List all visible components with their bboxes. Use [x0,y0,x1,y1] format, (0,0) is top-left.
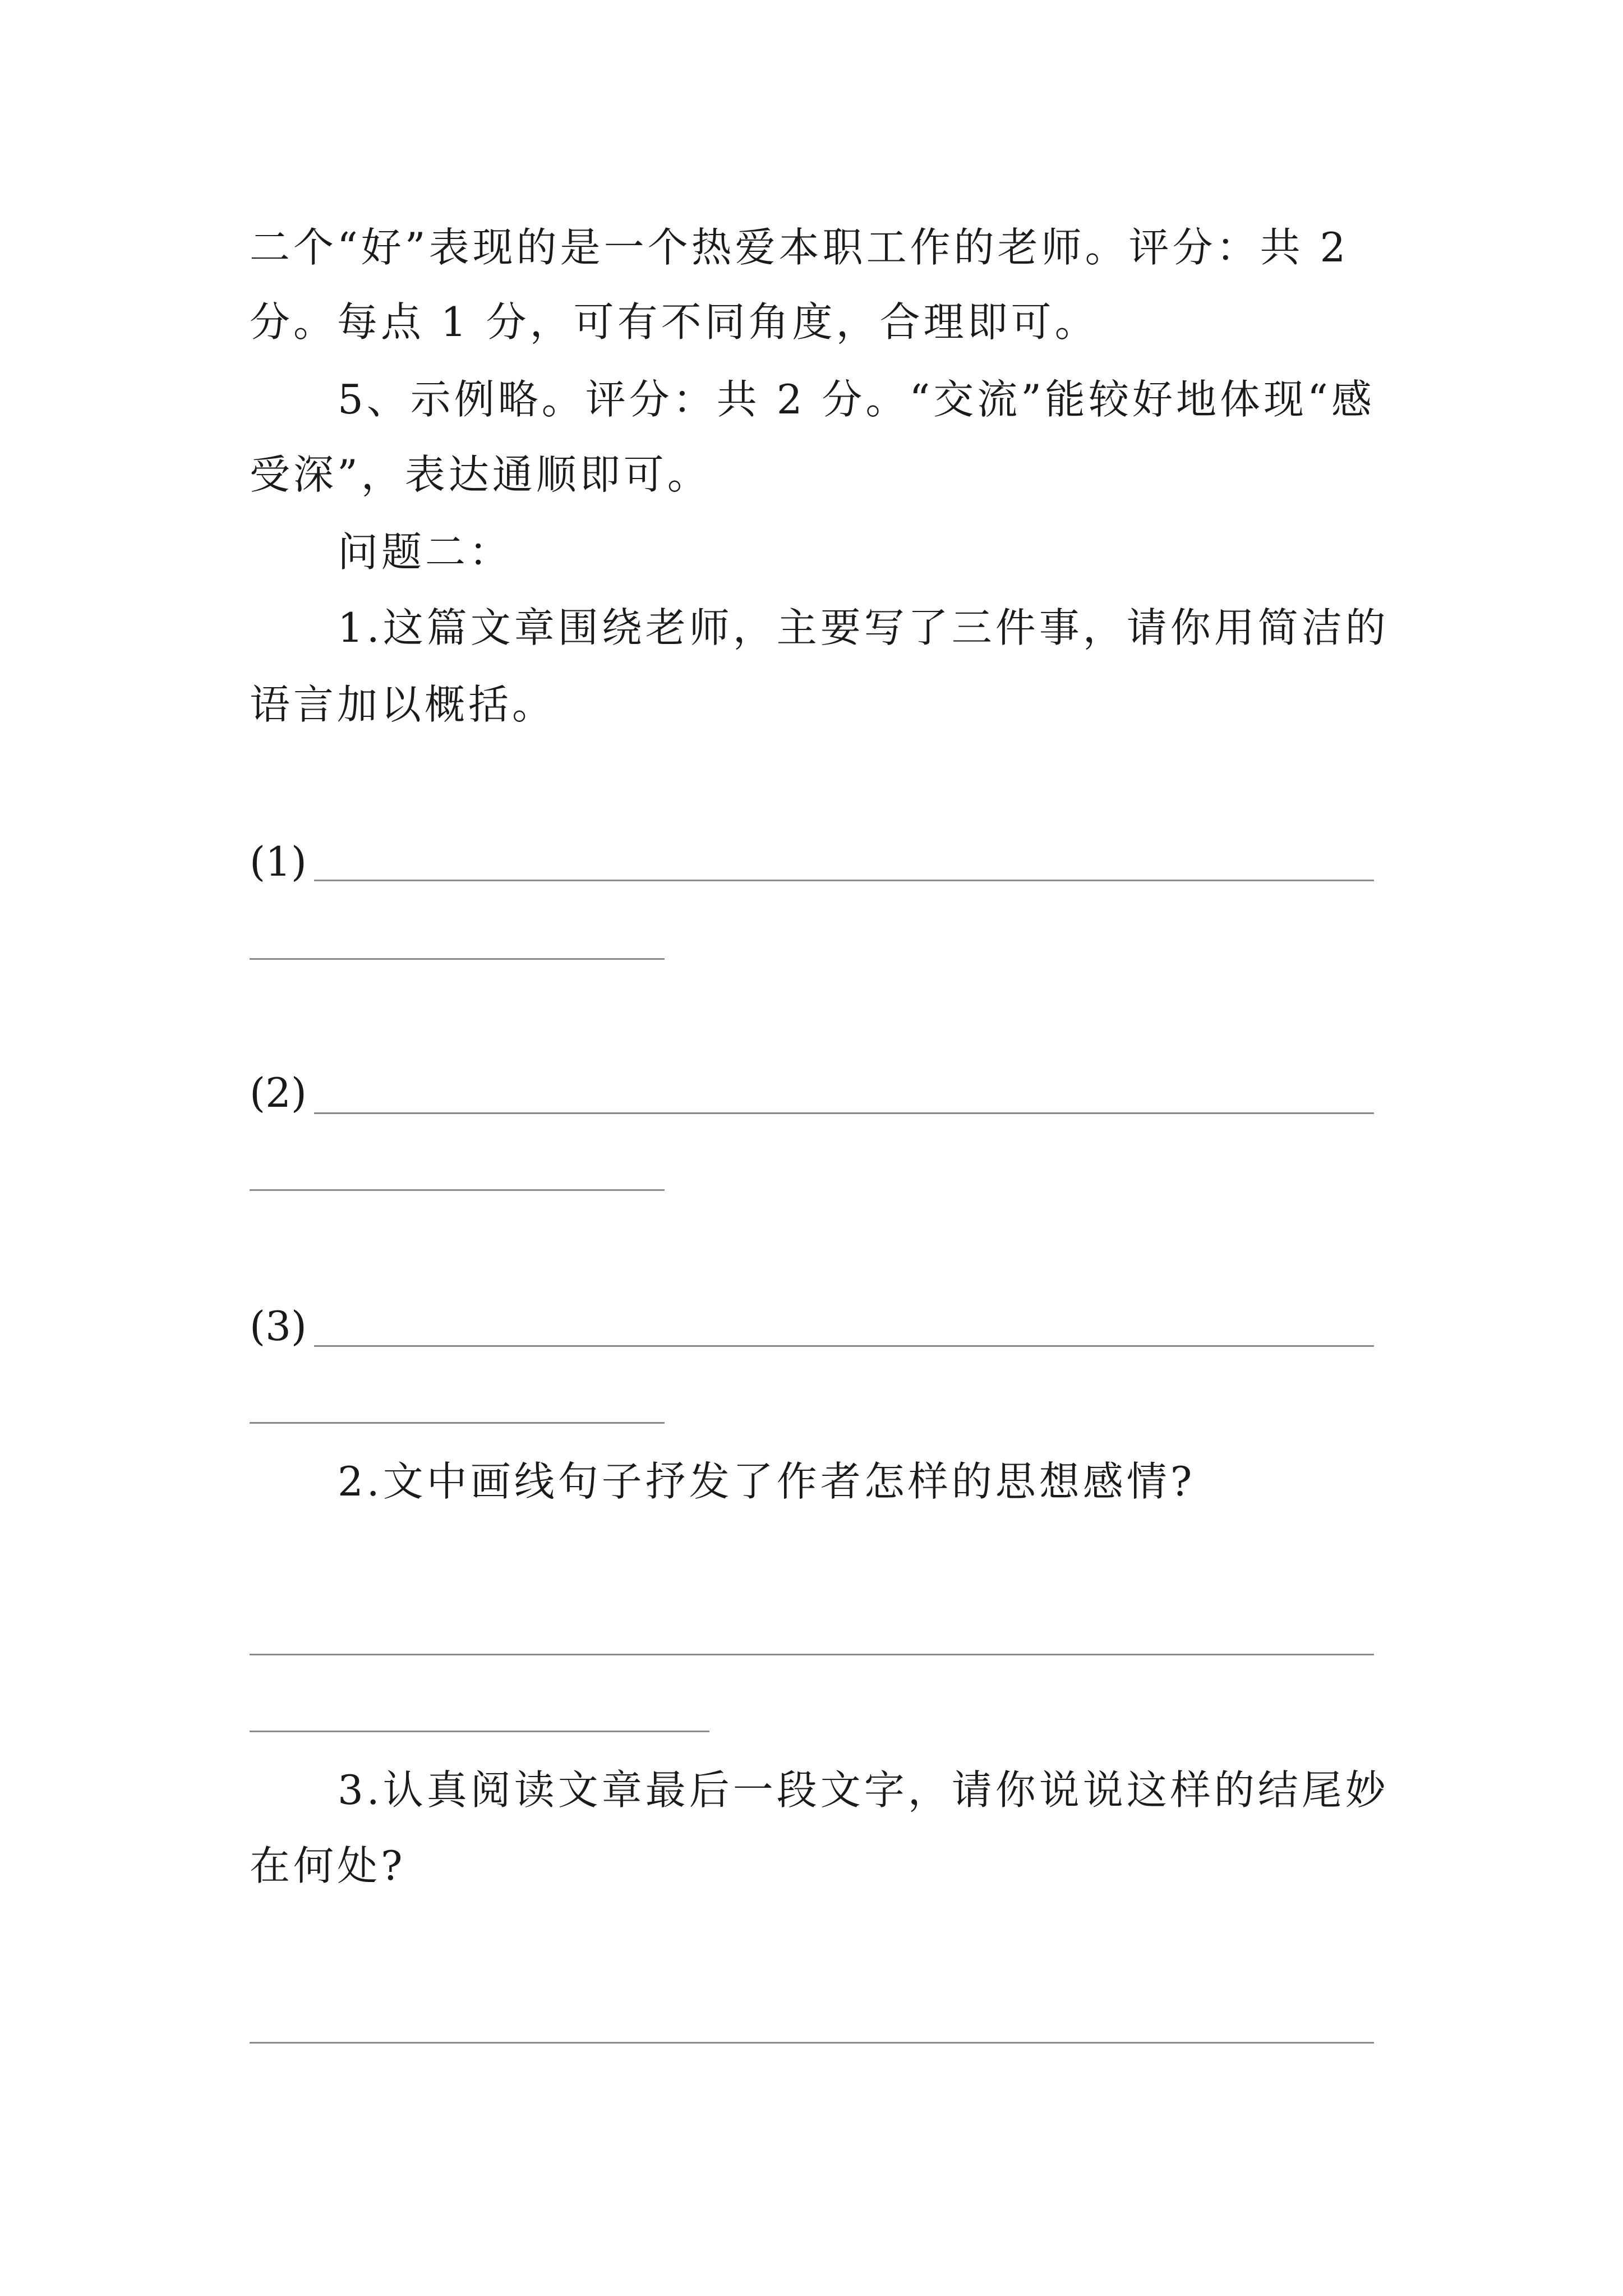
question-3: 3.认真阅读文章最后一段文字，请你说说这样的结尾妙 [338,1766,1389,1814]
answer-blank-line[interactable] [314,1345,1374,1347]
paragraph-line: 受深”，表达通顺即可。 [250,451,711,498]
answer-blank-line[interactable] [250,1654,1374,1655]
answer-label-2: (2) [250,1069,307,1116]
paragraph-line: 二个“好”表现的是一个热爱本职工作的老师。评分：共 2 [250,224,1349,271]
question-3-continued: 在何处? [250,1842,406,1889]
answer-label-1: (1) [250,838,307,885]
answer-blank-line[interactable] [250,2042,1374,2044]
answer-blank-line[interactable] [250,1731,709,1732]
answer-blank-line[interactable] [250,958,665,960]
paragraph-line: 分。每点 1 分，可有不同角度，合理即可。 [250,298,1099,346]
answer-label-3: (3) [250,1303,307,1350]
question-1-continued: 语言加以概括。 [250,681,556,728]
answer-blank-line[interactable] [250,1189,665,1191]
question-2: 2.文中画线句子抒发了作者怎样的思想感情? [338,1458,1196,1505]
answer-blank-line[interactable] [250,1422,665,1424]
answer-blank-line[interactable] [314,880,1374,881]
section-title: 问题二： [338,528,513,576]
question-1: 1.这篇文章围绕老师，主要写了三件事，请你用简洁的 [338,604,1389,651]
paragraph-line: 5、示例略。评分：共 2 分。“交流”能较好地体现“感 [338,376,1375,423]
answer-blank-line[interactable] [314,1112,1374,1114]
